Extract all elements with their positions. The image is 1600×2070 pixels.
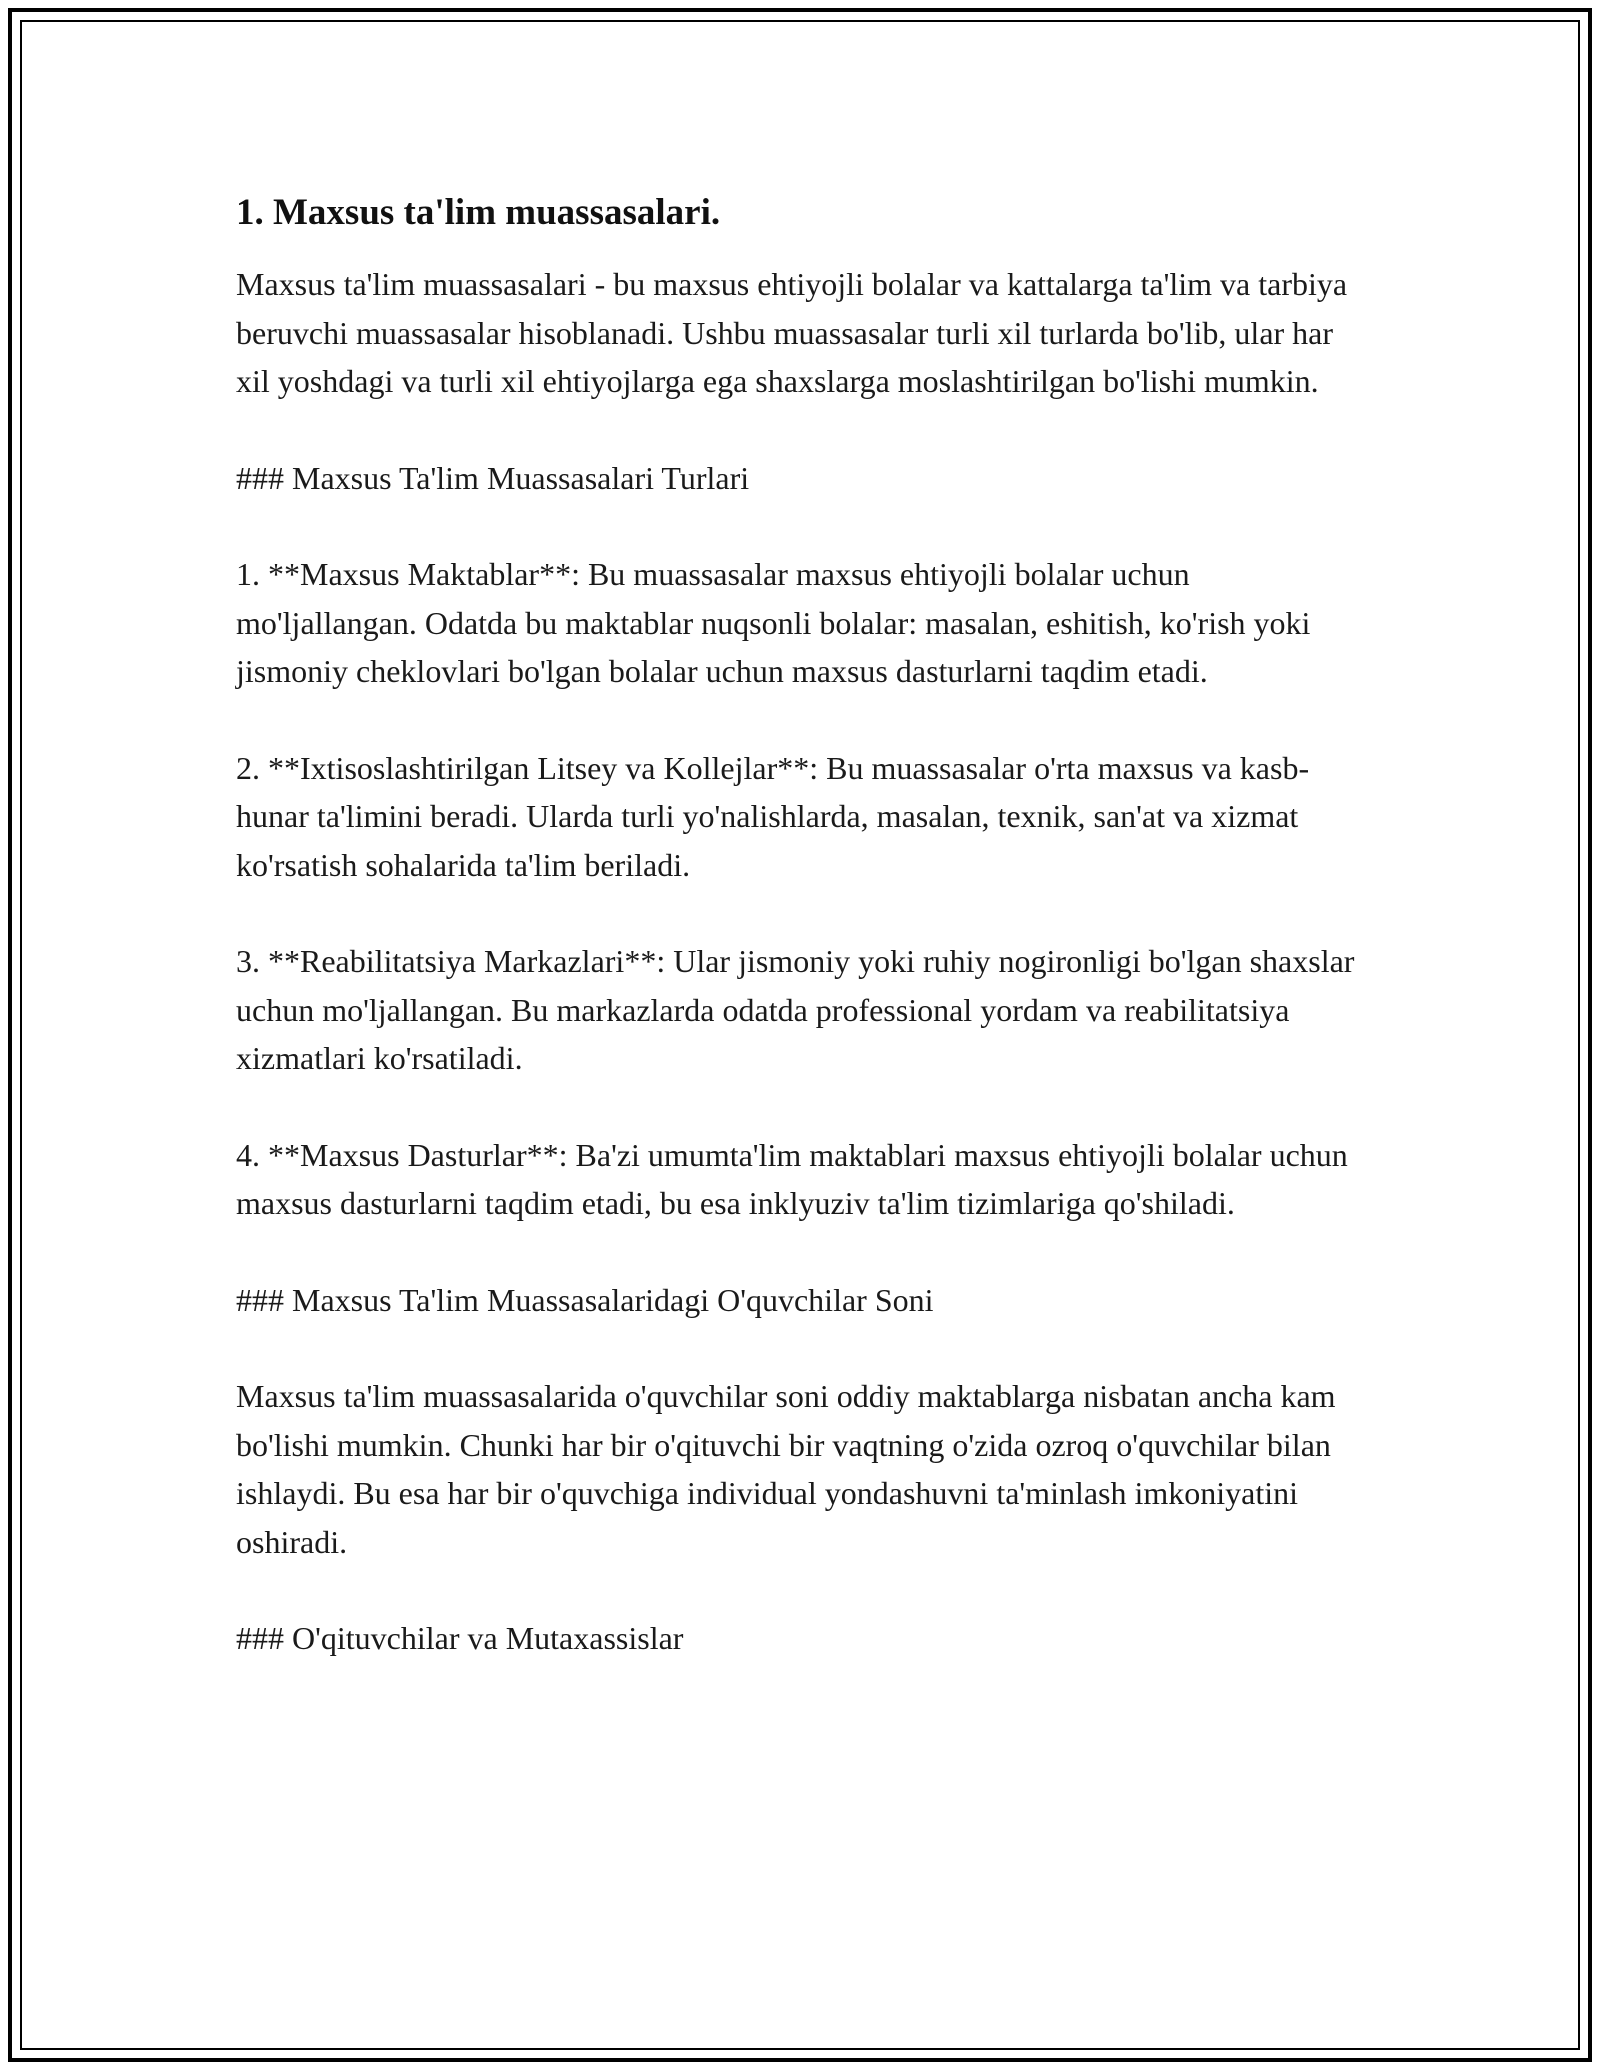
student-count-paragraph: Maxsus ta'lim muassasalarida o'quvchilar soni oddiy maktablarga nisbatan ancha kam bo'lishi mumkin. Chunki har bir o'qituvchi bir vaqtning o'zida ozroq o'quvchilar bilan ishlaydi. Bu esa har bir o'quvchiga individual yondashuvni ta'minlash imkoniyatini oshiradi.	[236, 1378, 1336, 1560]
intro-paragraph: Maxsus ta'lim muassasalari - bu maxsus ehtiyojli bolalar va kattalarga ta'lim va tarbiya beruvchi muassasalar hisoblanadi. Ushbu muassasalar turli xil turlarda bo'lib, ular har xil yoshdagi va turli xil ehtiyojlarga ega shaxslarga moslashtirilgan bo'lishi mumkin.	[236, 266, 1348, 399]
document-body	[236, 188, 1366, 1711]
list-item-rehabilitation-centers: 3. **Reabilitatsiya Markazlari**: Ular jismoniy yoki ruhiy nogironligi bo'lgan shaxslar uchun mo'ljallangan. Bu markazlarda odatda professional yordam va reabilitatsiya xizmatlari ko'rsatiladi.	[236, 943, 1355, 1076]
list-item-special-schools: 1. **Maxsus Maktablar**: Bu muassasalar maxsus ehtiyojli bolalar uchun mo'ljallangan. Odatda bu maktablar nuqsonli bolalar: masalan, eshitish, ko'rish yoki jismoniy cheklovlari bo'lgan bolalar uchun maxsus dasturlarni taqdim etadi.	[236, 556, 1311, 689]
section-heading-student-count: ### Maxsus Ta'lim Muassasalaridagi O'quvchilar Soni	[236, 1281, 934, 1318]
list-item-lyceums-colleges: 2. **Ixtisoslashtirilgan Litsey va Kollejlar**: Bu muassasalar o'rta maxsus va kasb-hunar ta'limini beradi. Ularda turli yo'nalishlarda, masalan, texnik, san'at va xizmat ko'rsatish sohalarida ta'lim beriladi.	[236, 749, 1310, 883]
document-title: 1. Maxsus ta'lim muassasalari.	[236, 192, 721, 233]
section-heading-teachers: ### O'qituvchilar va Mutaxassislar	[236, 1620, 684, 1656]
list-item-special-programs: 4. **Maxsus Dasturlar**: Ba'zi umumta'lim maktablari maxsus ehtiyojli bolalar uchun maxsus dasturlarni taqdim etadi, bu esa inklyuziv ta'lim tizimlariga qo'shiladi.	[236, 1136, 1348, 1221]
section-heading-types: ### Maxsus Ta'lim Muassasalari Turlari	[236, 459, 750, 496]
